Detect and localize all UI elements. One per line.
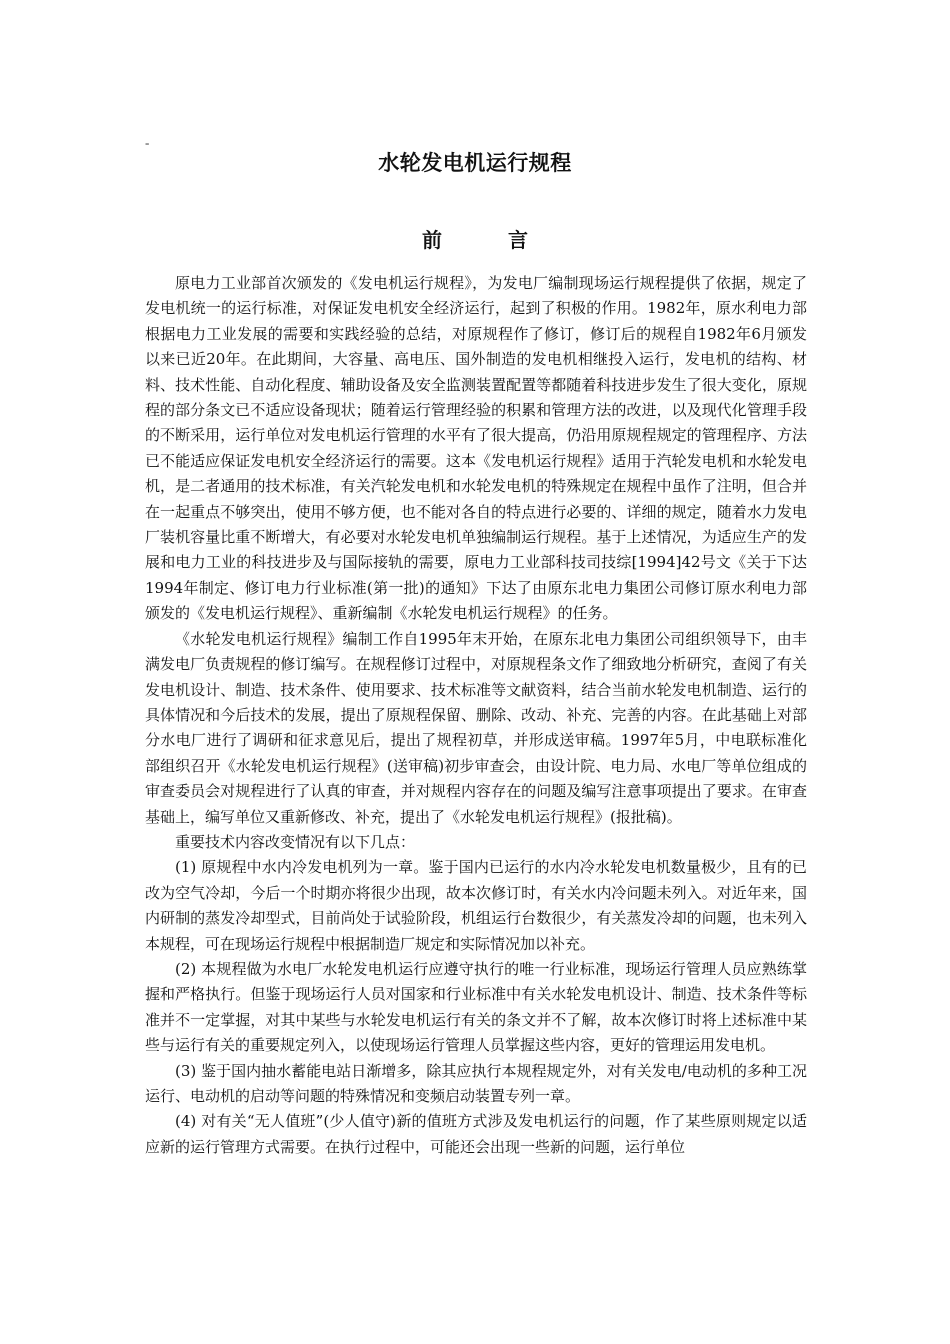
paragraph-item-4: (4) 对有关“无人值班”(少人值守)新的值班方式涉及发电机运行的问题，作了某些原则规定以适应新的运行管理方式需要。在执行过程中，可能还会出现一些新的问题，运行单位 [145, 1112, 807, 1156]
document-title: 水轮发电机运行规程 [378, 151, 572, 175]
paragraph-item-1: (1) 原规程中水内冷发电机列为一章。鉴于国内已运行的水内冷水轮发电机数量极少，且有的已改为空气冷却，今后一个时期亦将很少出现，故本次修订时，有关水内冷问题未列入。对近年来，国内研制的蒸发冷却型式，目前尚处于试验阶段，机组运行台数很少，有关蒸发冷却的问题，也未列入本规程，可在现场运行规程中根据制造厂规定和实际情况加以补充。 [145, 858, 807, 953]
preface-body [145, 271, 807, 1160]
paragraph-intro: 原电力工业部首次颁发的《发电机运行规程》，为发电厂编制现场运行规程提供了依据，规定了发电机统一的运行标准，对保证发电机安全经济运行，起到了积极的作用。1982年，原水利电力部根据电力工业发展的需要和实践经验的总结，对原规程作了修订，修订后的规程自1982年6月颁发以来已近20年。在此期间，大容量、高电压、国外制造的发电机相继投入运行，发电机的结构、材料、技术性能、自动化程度、辅助设备及安全监测装置配置等都随着科技进步发生了很大变化，原规程的部分条文已不适应设备现状；随着运行管理经验的积累和管理方法的改进，以及现代化管理手段的不断采用，运行单位对发电机运行管理的水平有了很大提高，仍沿用原规程规定的管理程序、方法已不能适应保证发电机安全经济运行的需要。这本《发电机运行规程》适用于汽轮发电机和水轮发电机，是二者通用的技术标准，有关汽轮发电机和水轮发电机的特殊规定在规程中虽作了注明，但合并在一起重点不够突出，使用不够方便，也不能对各自的特点进行必要的、详细的规定，随着水力发电厂装机容量比重不断增大，有必要对水轮发电机单独编制运行规程。基于上述情况，为适应生产的发展和电力工业的科技进步及与国际接轨的需要，原电力工业部科技司技综[1994]42号文《关于下达1994年制定、修订电力行业标准(第一批)的通知》下达了由原东北电力集团公司修订原水利电力部颁发的《发电机运行规程》、重新编制《水轮发电机运行规程》的任务。 [145, 274, 807, 623]
paragraph-changes-lead: 重要技术内容改变情况有以下几点： [175, 832, 416, 851]
page-mark: - [145, 135, 150, 150]
preface-heading-right: 言 [508, 228, 528, 252]
paragraph-item-3: (3) 鉴于国内抽水蓄能电站日渐增多，除其应执行本规程规定外，对有关发电/电动机的多种工况运行、电动机的启动等问题的特殊情况和变频启动装置专列一章。 [145, 1061, 807, 1105]
paragraph-compilation: 《水轮发电机运行规程》编制工作自1995年末开始，在原东北电力集团公司组织领导下，由丰满发电厂负责规程的修订编写。在规程修订过程中，对原规程条文作了细致地分析研究，查阅了有关发电机设计、制造、技术条件、使用要求、技术标准等文献资料，结合当前水轮发电机制造、运行的具体情况和今后技术的发展，提出了原规程保留、删除、改动、补充、完善的内容。在此基础上对部分水电厂进行了调研和征求意见后，提出了规程初草，并形成送审稿。1997年5月，中电联标准化部组织召开《水轮发电机运行规程》(送审稿)初步审查会，由设计院、电力局、水电厂等单位组成的审查委员会对规程进行了认真的审查，并对规程内容存在的问题及编写注意事项提出了要求。在审查基础上，编写单位又重新修改、补充，提出了《水轮发电机运行规程》(报批稿)。 [145, 629, 807, 826]
paragraph-item-2: (2) 本规程做为水电厂水轮发电机运行应遵守执行的唯一行业标准，现场运行管理人员应熟练掌握和严格执行。但鉴于现场运行人员对国家和行业标准中有关水轮发电机设计、制造、技术条件等标准并不一定掌握，对其中某些与水轮发电机运行有关的条文并不了解，故本次修订时将上述标准中某些与运行有关的重要规定列入，以使现场运行管理人员掌握这些内容，更好的管理运用发电机。 [145, 959, 807, 1055]
preface-heading [0, 224, 950, 253]
preface-heading-left: 前 [422, 228, 442, 252]
